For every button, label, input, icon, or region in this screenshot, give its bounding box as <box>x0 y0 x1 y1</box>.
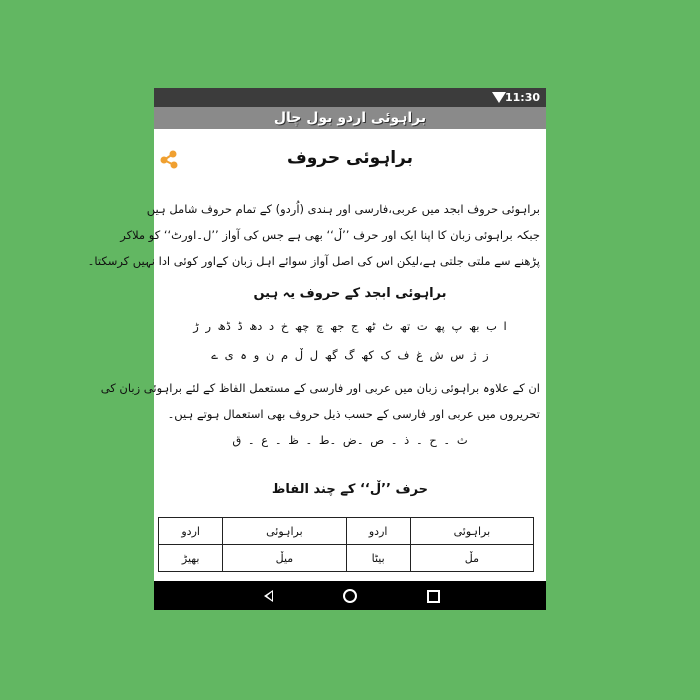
app-title: براہوئی اردو بول چال <box>273 110 427 126</box>
paragraph-line: براہوئی حروف ابجد میں عربی،فارسی اور ہندی (اُردو) کے تمام حروف شامل ہیں <box>146 202 540 216</box>
paragraph-line: تحریروں میں عربی اور فارسی کے حسب ذیل حروف بھی استعمال ہوتے ہیں۔ <box>167 407 540 421</box>
paragraph-line: جبکہ براہوئی زبان کا اپنا ایک اور حرف ’’ڵ‘‘ بھی ہے جس کی آواز ’’ل۔اورٹ‘‘ کو ملاکر <box>120 228 540 242</box>
status-time: 11:30 <box>504 91 540 104</box>
navigation-bar <box>154 581 546 610</box>
table-cell: بھیڑ <box>159 545 223 572</box>
page-title: براہوئی حروف <box>286 148 414 168</box>
abjad-heading: براہوئی ابجد کے حروف یہ ہیں <box>253 286 447 301</box>
status-bar <box>154 88 546 107</box>
phone-screen <box>87 88 546 610</box>
recent-apps-icon[interactable] <box>427 590 440 603</box>
words-table <box>158 517 534 572</box>
table-header: براہوئی <box>410 518 533 545</box>
table-header: اردو <box>159 518 223 545</box>
table-header-row <box>159 518 534 545</box>
table-row <box>159 545 534 572</box>
wifi-icon <box>492 92 506 103</box>
paragraph-line: ان کے علاوہ براہوئی زبان میں عربی اور فارسی کے مستعمل الفاظ کے لئے براہوئی زبان کی <box>100 381 540 395</box>
paragraph-line: پڑھنے سے ملتی جلتی ہے،لیکن اس کی اصل آواز سوائے اہل زبان کےاور کوئی ادا نہیں کرسکتا۔ <box>87 254 540 268</box>
app-title-bar <box>154 107 546 129</box>
content-area[interactable] <box>87 129 546 581</box>
table-cell: میڵ <box>223 545 346 572</box>
table-header: اردو <box>346 518 410 545</box>
extra-letters: ث ۔ ح ۔ ذ ۔ ص ۔ض ۔ط ۔ ظ ۔ ع ۔ ق <box>232 433 468 447</box>
letters-line: ا ب بھ پ پھ ت تھ ٹ ٹھ ج جھ چ چھ خ د دھ ڈ ڈھ ر ڑ <box>193 319 507 333</box>
words-heading: حرف ’’ڵ‘‘ کے چند الفاظ <box>271 482 429 497</box>
home-icon[interactable] <box>343 589 357 603</box>
letters-line: ز ژ س ش غ ف ک کھ گ گھ ل ڵ م ن و ہ ی ے <box>211 348 489 362</box>
table-cell: مڵ <box>410 545 533 572</box>
back-icon[interactable] <box>264 590 273 602</box>
table-header: براہوئی <box>223 518 346 545</box>
table-cell: بیٹا <box>346 545 410 572</box>
